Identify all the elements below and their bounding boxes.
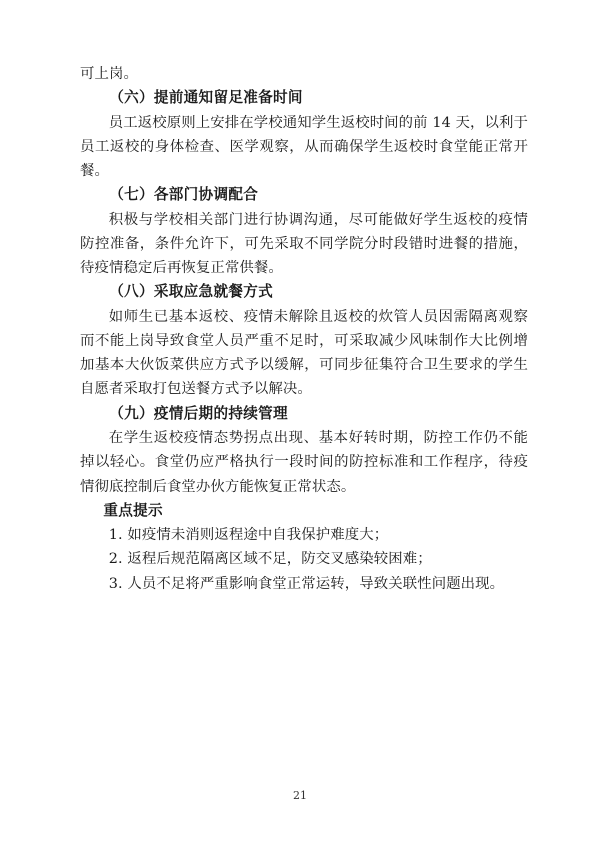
section-heading-6: （六）提前通知留足准备时间 [109,89,303,107]
section-paragraph-6: 员工返校原则上安排在学校通知学生返校时间的前 14 天，以利于员工返校的身体检查、医学观察，从而确保学生返校时食堂能正常开餐。 [80,114,528,180]
section-heading-8: （八）采取应急就餐方式 [109,283,274,301]
key-tip-item-3: 3. 人员不足将严重影响食堂正常运转，导致关联性问题出现。 [108,575,505,592]
section-paragraph-8: 如师生已基本返校、疫情未解除且返校的炊管人员因需隔离观察而不能上岗导致食堂人员严重不足时，可采取减少风味制作大比例增加基本大伙饭菜供应方式予以缓解，可同步征集符合卫生要求的学生自愿者采取打包送餐方式予以解决。 [80,308,528,398]
key-tips-heading: 重点提示 [103,501,163,519]
section-paragraph-7: 积极与学校相关部门进行协调沟通，尽可能做好学生返校的疫情防控准备，条件允许下，可先采取不同学院分时段错时进餐的措施，待疫情稳定后再恢复正常供餐。 [80,211,528,277]
document-body [80,62,528,596]
paragraph-continued-top: 可上岗。 [80,66,138,82]
section-paragraph-9: 在学生返校疫情态势拐点出现、基本好转时期，防控工作仍不能掉以轻心。食堂仍应严格执行一段时间的防控标准和工作程序，待疫情彻底控制后食堂办伙方能恢复正常状态。 [80,430,528,495]
page-number: 21 [293,789,307,802]
key-tip-item-1: 1. 如疫情未消则返程途中自我保护难度大； [108,527,389,544]
section-heading-7: （七）各部门协调配合 [109,186,259,204]
section-heading-9: （九）疫情后期的持续管理 [109,404,288,422]
key-tip-item-2: 2. 返程后规范隔离区域不足，防交叉感染较困难； [108,551,432,568]
